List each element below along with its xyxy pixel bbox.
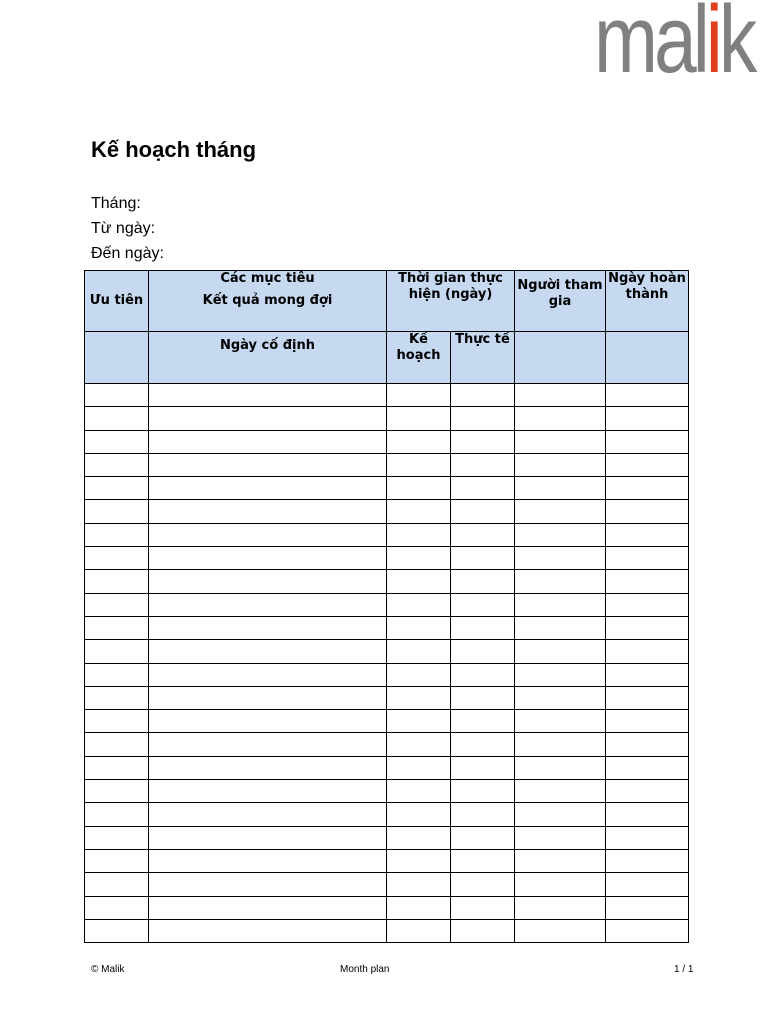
cell-completion-date[interactable] bbox=[606, 430, 689, 453]
cell-goals[interactable] bbox=[149, 384, 387, 407]
cell-actual[interactable] bbox=[451, 593, 515, 616]
cell-completion-date[interactable] bbox=[606, 477, 689, 500]
cell-priority[interactable] bbox=[85, 616, 149, 639]
cell-completion-date[interactable] bbox=[606, 663, 689, 686]
cell-planned[interactable] bbox=[387, 756, 451, 779]
cell-goals[interactable] bbox=[149, 593, 387, 616]
cell-goals[interactable] bbox=[149, 826, 387, 849]
cell-priority[interactable] bbox=[85, 570, 149, 593]
header-execution-time: Thời gian thực hiện (ngày) bbox=[387, 271, 515, 332]
cell-completion-date[interactable] bbox=[606, 710, 689, 733]
table-row bbox=[85, 593, 689, 616]
table-subheader-row bbox=[85, 332, 689, 384]
cell-planned[interactable] bbox=[387, 453, 451, 476]
table-row bbox=[85, 780, 689, 803]
malik-logo: malik bbox=[594, 0, 754, 93]
cell-priority[interactable] bbox=[85, 873, 149, 896]
cell-priority[interactable] bbox=[85, 477, 149, 500]
cell-priority[interactable] bbox=[85, 523, 149, 546]
cell-participants[interactable] bbox=[515, 803, 606, 826]
month-field-label: Tháng: bbox=[91, 195, 141, 212]
cell-goals[interactable] bbox=[149, 640, 387, 663]
cell-priority[interactable] bbox=[85, 686, 149, 709]
cell-goals[interactable] bbox=[149, 523, 387, 546]
header-fixed-dates: Ngày cố định bbox=[149, 332, 387, 384]
cell-goals[interactable] bbox=[149, 780, 387, 803]
cell-priority[interactable] bbox=[85, 663, 149, 686]
table-row bbox=[85, 570, 689, 593]
cell-goals[interactable] bbox=[149, 686, 387, 709]
cell-planned[interactable] bbox=[387, 593, 451, 616]
header-participants: Người tham gia bbox=[515, 271, 606, 332]
cell-priority[interactable] bbox=[85, 780, 149, 803]
table-row bbox=[85, 710, 689, 733]
cell-participants[interactable] bbox=[515, 710, 606, 733]
cell-completion-date[interactable] bbox=[606, 780, 689, 803]
cell-goals[interactable] bbox=[149, 663, 387, 686]
table-row bbox=[85, 756, 689, 779]
cell-participants[interactable] bbox=[515, 547, 606, 570]
table-row bbox=[85, 477, 689, 500]
cell-planned[interactable] bbox=[387, 803, 451, 826]
cell-priority[interactable] bbox=[85, 430, 149, 453]
cell-planned[interactable] bbox=[387, 384, 451, 407]
subheader-empty-cell bbox=[606, 332, 689, 384]
cell-participants[interactable] bbox=[515, 780, 606, 803]
cell-completion-date[interactable] bbox=[606, 826, 689, 849]
cell-goals[interactable] bbox=[149, 710, 387, 733]
cell-goals[interactable] bbox=[149, 430, 387, 453]
table-row bbox=[85, 919, 689, 942]
cell-participants[interactable] bbox=[515, 570, 606, 593]
cell-priority[interactable] bbox=[85, 756, 149, 779]
header-completion-date: Ngày hoàn thành bbox=[606, 271, 689, 332]
cell-planned[interactable] bbox=[387, 780, 451, 803]
header-goals bbox=[149, 271, 387, 332]
cell-actual[interactable] bbox=[451, 780, 515, 803]
table-row bbox=[85, 616, 689, 639]
cell-completion-date[interactable] bbox=[606, 756, 689, 779]
cell-actual[interactable] bbox=[451, 733, 515, 756]
cell-priority[interactable] bbox=[85, 803, 149, 826]
cell-actual[interactable] bbox=[451, 826, 515, 849]
cell-planned[interactable] bbox=[387, 826, 451, 849]
cell-completion-date[interactable] bbox=[606, 547, 689, 570]
cell-actual[interactable] bbox=[451, 500, 515, 523]
table-row bbox=[85, 733, 689, 756]
cell-actual[interactable] bbox=[451, 756, 515, 779]
cell-planned[interactable] bbox=[387, 640, 451, 663]
cell-completion-date[interactable] bbox=[606, 500, 689, 523]
cell-completion-date[interactable] bbox=[606, 616, 689, 639]
cell-completion-date[interactable] bbox=[606, 686, 689, 709]
cell-actual[interactable] bbox=[451, 710, 515, 733]
cell-actual[interactable] bbox=[451, 384, 515, 407]
subheader-empty-cell bbox=[85, 332, 149, 384]
cell-participants[interactable] bbox=[515, 453, 606, 476]
cell-completion-date[interactable] bbox=[606, 453, 689, 476]
header-planned: Kế hoạch bbox=[387, 332, 451, 384]
cell-actual[interactable] bbox=[451, 896, 515, 919]
cell-planned[interactable] bbox=[387, 919, 451, 942]
cell-planned[interactable] bbox=[387, 523, 451, 546]
table-row bbox=[85, 384, 689, 407]
cell-completion-date[interactable] bbox=[606, 733, 689, 756]
cell-goals[interactable] bbox=[149, 733, 387, 756]
header-actual: Thực tế bbox=[451, 332, 515, 384]
cell-participants[interactable] bbox=[515, 756, 606, 779]
cell-actual[interactable] bbox=[451, 640, 515, 663]
cell-completion-date[interactable] bbox=[606, 873, 689, 896]
table-row bbox=[85, 663, 689, 686]
cell-goals[interactable] bbox=[149, 477, 387, 500]
cell-actual[interactable] bbox=[451, 477, 515, 500]
cell-priority[interactable] bbox=[85, 593, 149, 616]
cell-goals[interactable] bbox=[149, 453, 387, 476]
cell-completion-date[interactable] bbox=[606, 896, 689, 919]
cell-actual[interactable] bbox=[451, 523, 515, 546]
cell-participants[interactable] bbox=[515, 733, 606, 756]
cell-participants[interactable] bbox=[515, 430, 606, 453]
cell-priority[interactable] bbox=[85, 733, 149, 756]
table-row bbox=[85, 453, 689, 476]
cell-goals[interactable] bbox=[149, 407, 387, 430]
header-priority: Ưu tiên bbox=[85, 271, 149, 332]
table-row bbox=[85, 686, 689, 709]
cell-participants[interactable] bbox=[515, 407, 606, 430]
cell-actual[interactable] bbox=[451, 663, 515, 686]
cell-priority[interactable] bbox=[85, 896, 149, 919]
cell-priority[interactable] bbox=[85, 826, 149, 849]
cell-actual[interactable] bbox=[451, 849, 515, 872]
cell-planned[interactable] bbox=[387, 500, 451, 523]
table-row bbox=[85, 430, 689, 453]
cell-completion-date[interactable] bbox=[606, 570, 689, 593]
cell-planned[interactable] bbox=[387, 710, 451, 733]
cell-completion-date[interactable] bbox=[606, 523, 689, 546]
cell-planned[interactable] bbox=[387, 896, 451, 919]
cell-completion-date[interactable] bbox=[606, 407, 689, 430]
cell-priority[interactable] bbox=[85, 500, 149, 523]
subheader-empty-cell bbox=[515, 332, 606, 384]
cell-participants[interactable] bbox=[515, 826, 606, 849]
cell-planned[interactable] bbox=[387, 686, 451, 709]
cell-participants[interactable] bbox=[515, 523, 606, 546]
cell-goals[interactable] bbox=[149, 803, 387, 826]
cell-participants[interactable] bbox=[515, 640, 606, 663]
from-date-field-label: Từ ngày: bbox=[91, 220, 156, 237]
cell-participants[interactable] bbox=[515, 663, 606, 686]
cell-planned[interactable] bbox=[387, 663, 451, 686]
page-title: Kế hoạch tháng bbox=[91, 137, 257, 162]
cell-completion-date[interactable] bbox=[606, 919, 689, 942]
cell-goals[interactable] bbox=[149, 919, 387, 942]
cell-actual[interactable] bbox=[451, 547, 515, 570]
cell-completion-date[interactable] bbox=[606, 593, 689, 616]
cell-planned[interactable] bbox=[387, 477, 451, 500]
cell-completion-date[interactable] bbox=[606, 849, 689, 872]
cell-completion-date[interactable] bbox=[606, 640, 689, 663]
cell-completion-date[interactable] bbox=[606, 803, 689, 826]
table-row bbox=[85, 407, 689, 430]
cell-participants[interactable] bbox=[515, 896, 606, 919]
cell-priority[interactable] bbox=[85, 384, 149, 407]
cell-participants[interactable] bbox=[515, 873, 606, 896]
cell-planned[interactable] bbox=[387, 733, 451, 756]
table-row bbox=[85, 547, 689, 570]
cell-participants[interactable] bbox=[515, 384, 606, 407]
table-row bbox=[85, 896, 689, 919]
cell-participants[interactable] bbox=[515, 919, 606, 942]
cell-participants[interactable] bbox=[515, 686, 606, 709]
table-row bbox=[85, 803, 689, 826]
cell-actual[interactable] bbox=[451, 616, 515, 639]
cell-goals[interactable] bbox=[149, 896, 387, 919]
cell-actual[interactable] bbox=[451, 686, 515, 709]
cell-planned[interactable] bbox=[387, 570, 451, 593]
cell-participants[interactable] bbox=[515, 849, 606, 872]
cell-actual[interactable] bbox=[451, 803, 515, 826]
footer-document-name: Month plan bbox=[340, 964, 390, 975]
cell-participants[interactable] bbox=[515, 616, 606, 639]
cell-actual[interactable] bbox=[451, 407, 515, 430]
cell-planned[interactable] bbox=[387, 849, 451, 872]
cell-actual[interactable] bbox=[451, 453, 515, 476]
cell-completion-date[interactable] bbox=[606, 384, 689, 407]
cell-participants[interactable] bbox=[515, 477, 606, 500]
footer-page-number: 1 / 1 bbox=[674, 964, 694, 975]
table-header-row bbox=[85, 271, 689, 332]
cell-goals[interactable] bbox=[149, 616, 387, 639]
cell-goals[interactable] bbox=[149, 849, 387, 872]
cell-priority[interactable] bbox=[85, 710, 149, 733]
cell-goals[interactable] bbox=[149, 547, 387, 570]
cell-actual[interactable] bbox=[451, 430, 515, 453]
cell-priority[interactable] bbox=[85, 640, 149, 663]
cell-goals[interactable] bbox=[149, 756, 387, 779]
to-date-field-label: Đến ngày: bbox=[91, 245, 164, 262]
cell-planned[interactable] bbox=[387, 873, 451, 896]
cell-priority[interactable] bbox=[85, 407, 149, 430]
table-row bbox=[85, 523, 689, 546]
cell-goals[interactable] bbox=[149, 873, 387, 896]
cell-actual[interactable] bbox=[451, 873, 515, 896]
cell-goals[interactable] bbox=[149, 500, 387, 523]
footer-copyright: © Malik bbox=[91, 964, 125, 975]
monthly-plan-table bbox=[84, 270, 689, 943]
table-row bbox=[85, 849, 689, 872]
cell-priority[interactable] bbox=[85, 919, 149, 942]
cell-planned[interactable] bbox=[387, 547, 451, 570]
cell-priority[interactable] bbox=[85, 849, 149, 872]
table-row bbox=[85, 640, 689, 663]
table-row bbox=[85, 873, 689, 896]
cell-actual[interactable] bbox=[451, 919, 515, 942]
cell-planned[interactable] bbox=[387, 616, 451, 639]
cell-participants[interactable] bbox=[515, 500, 606, 523]
cell-planned[interactable] bbox=[387, 430, 451, 453]
cell-participants[interactable] bbox=[515, 593, 606, 616]
cell-actual[interactable] bbox=[451, 570, 515, 593]
cell-priority[interactable] bbox=[85, 547, 149, 570]
header-expected-results: Kết quả mong đợi bbox=[202, 293, 333, 308]
header-goals-label: Các mục tiêu bbox=[220, 271, 315, 286]
cell-priority[interactable] bbox=[85, 453, 149, 476]
table-row bbox=[85, 500, 689, 523]
table-row bbox=[85, 826, 689, 849]
cell-goals[interactable] bbox=[149, 570, 387, 593]
cell-planned[interactable] bbox=[387, 407, 451, 430]
